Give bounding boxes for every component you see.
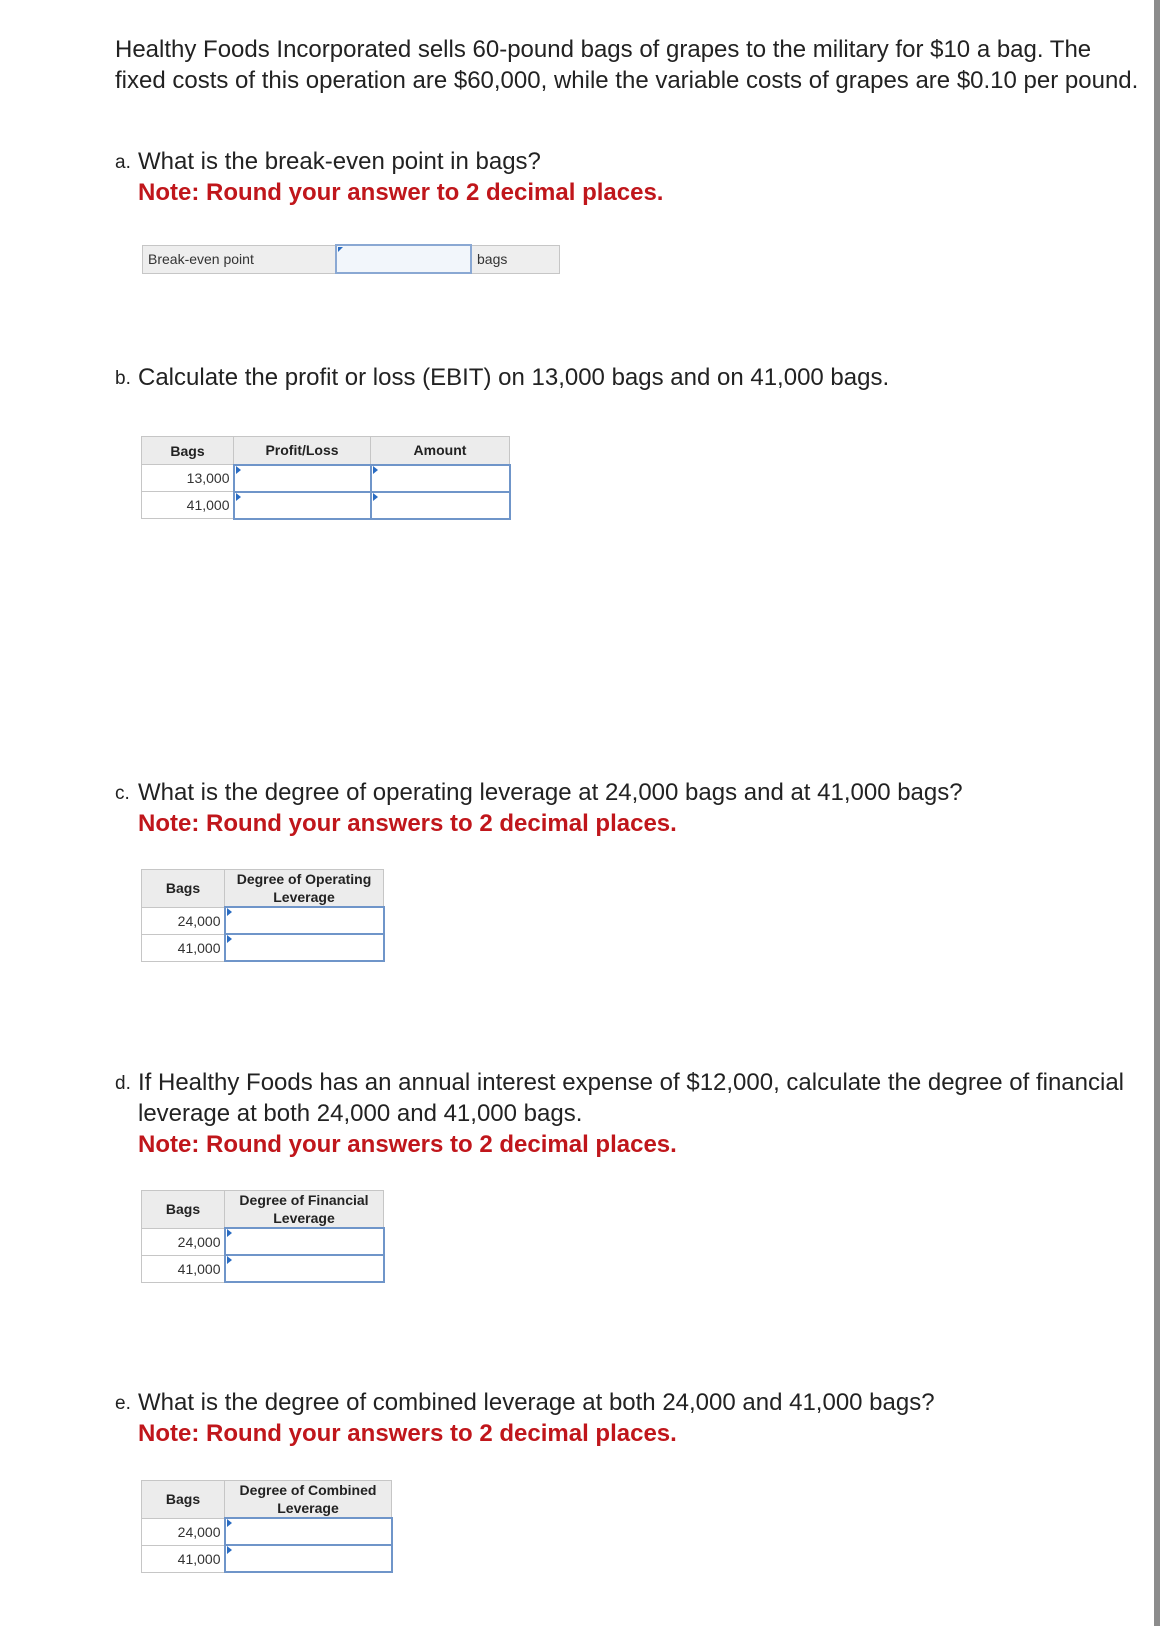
table-row [142,1228,384,1255]
column-header-bags: Bags [142,437,234,465]
bags-cell: 24,000 [142,1518,225,1545]
table-row [142,934,384,961]
question-text: If Healthy Foods has an annual interest expense of $12,000, calculate the degree of financial leverage at both 24,000 and 41,000 bags. [138,1069,1124,1127]
dol-input[interactable] [225,934,384,961]
table-row [142,465,510,492]
profit-loss-table [141,436,511,520]
input-marker-icon [227,1546,232,1554]
input-marker-icon [227,1229,232,1237]
input-marker-icon [236,493,241,501]
operating-leverage-table [141,869,385,962]
amount-input[interactable] [371,465,510,492]
question-letter: e. [115,1393,131,1414]
column-header-bags: Bags [142,1481,225,1519]
bags-cell: 41,000 [142,1255,225,1282]
amount-input[interactable] [371,492,510,519]
dcl-input[interactable] [225,1545,392,1572]
scrollbar[interactable] [1154,0,1160,1626]
input-marker-icon [227,1256,232,1264]
bags-cell: 41,000 [142,1545,225,1572]
column-header-bags: Bags [142,1191,225,1229]
question-letter: a. [115,152,131,173]
table-row [142,907,384,934]
input-marker-icon [373,466,378,474]
bags-cell: 13,000 [142,465,234,492]
rounding-note: Note: Round your answers to 2 decimal places. [138,1131,677,1158]
question-b [115,362,1145,393]
dfl-input[interactable] [225,1255,384,1282]
question-text: What is the degree of combined leverage at both 24,000 and 41,000 bags? [138,1389,935,1416]
rounding-note: Note: Round your answer to 2 decimal places. [138,179,664,206]
column-header-bags: Bags [142,870,225,908]
input-marker-icon [227,908,232,916]
break-even-unit: bags [471,245,560,273]
problem-statement: Healthy Foods Incorporated sells 60-pound bags of grapes to the military for $10 a bag. The fixed costs of this operation are $60,000, while the variable costs of grapes are $0.10 per pound. [115,36,1139,94]
question-a [115,146,1145,208]
column-header-dfl: Degree of Financial Leverage [225,1191,384,1229]
table-row [142,492,510,519]
column-header-dol: Degree of Operating Leverage [225,870,384,908]
dol-input[interactable] [225,907,384,934]
table-row [142,1545,392,1572]
bags-cell: 24,000 [142,1228,225,1255]
question-e [115,1387,1145,1449]
input-marker-icon [236,466,241,474]
question-d [115,1067,1145,1160]
bags-cell: 41,000 [142,492,234,519]
input-marker-icon [373,493,378,501]
input-marker-icon [338,247,343,252]
question-text: What is the break-even point in bags? [138,148,541,175]
rounding-note: Note: Round your answers to 2 decimal places. [138,1420,677,1447]
input-marker-icon [227,1519,232,1527]
question-letter: d. [115,1073,131,1094]
combined-leverage-table [141,1480,393,1573]
dcl-input[interactable] [225,1518,392,1545]
question-letter: c. [115,783,130,804]
bags-cell: 41,000 [142,934,225,961]
table-row [142,1255,384,1282]
break-even-label: Break-even point [143,245,337,273]
column-header-profit-loss: Profit/Loss [234,437,371,465]
financial-leverage-table [141,1190,385,1283]
break-even-table [142,244,560,274]
dfl-input[interactable] [225,1228,384,1255]
break-even-input[interactable] [336,245,471,273]
question-text: What is the degree of operating leverage at 24,000 bags and at 41,000 bags? [138,779,963,806]
column-header-dcl: Degree of Combined Leverage [225,1481,392,1519]
question-c [115,777,1145,839]
column-header-amount: Amount [371,437,510,465]
input-marker-icon [227,935,232,943]
question-text: Calculate the profit or loss (EBIT) on 13,000 bags and on 41,000 bags. [138,364,890,391]
rounding-note: Note: Round your answers to 2 decimal places. [138,810,677,837]
profit-loss-select[interactable] [234,492,371,519]
bags-cell: 24,000 [142,907,225,934]
table-row [142,1518,392,1545]
question-letter: b. [115,368,131,389]
profit-loss-select[interactable] [234,465,371,492]
